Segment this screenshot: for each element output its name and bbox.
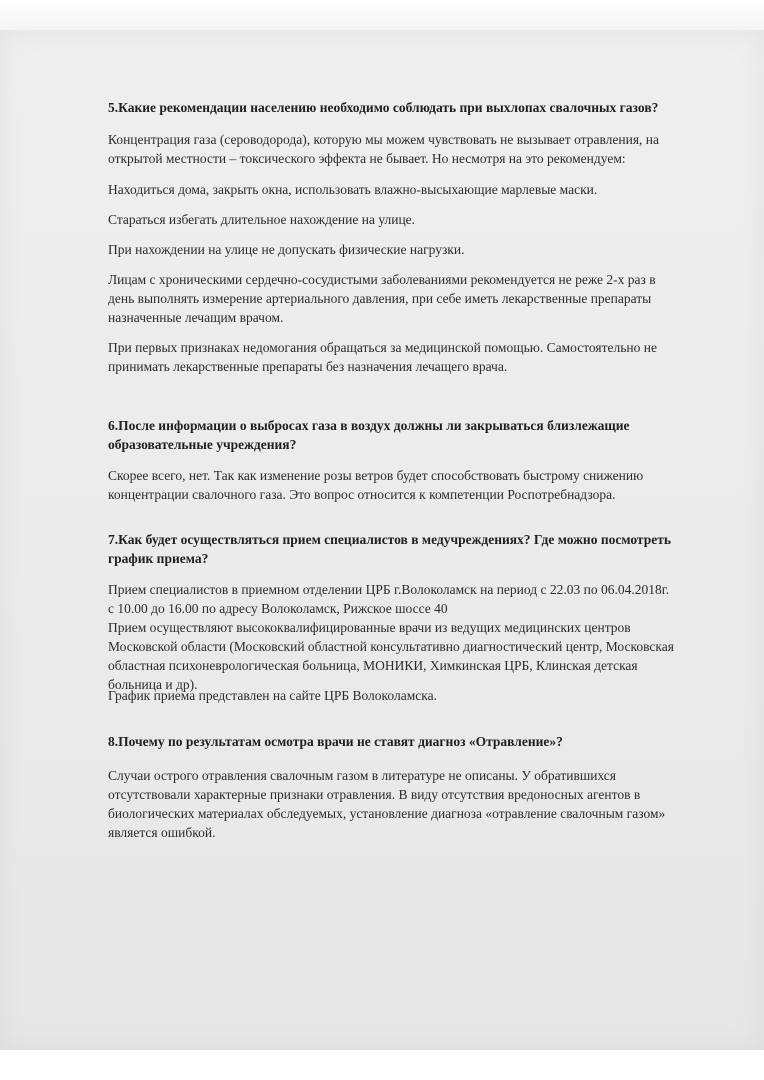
section7-p1-line2: с 10.00 до 16.00 по адресу Волоколамск, Рижское шоссе 40: [108, 601, 448, 616]
section7-p2-line1: Прием осуществляют высококвалифицированные врачи из ведущих медицинских центров: [108, 620, 631, 635]
section5-para2: Находиться дома, закрыть окна, использовать влажно-высыхающие марлевые маски.: [108, 182, 598, 197]
section7-heading-line1: 7.Как будет осуществляться прием специалистов в медучреждениях? Где можно посмотреть: [108, 532, 671, 547]
section7-p2-line3: областная психоневрологическая больница, МОНИКИ, Химкинская ЦРБ, Клинская детская: [108, 658, 638, 673]
section5-heading: 5.Какие рекомендации населению необходимо соблюдать при выхлопах свалочных газов?: [108, 100, 659, 115]
section5-para6-line2: принимать лекарственные препараты без назначения лечащего врача.: [108, 359, 508, 374]
section6-heading-line2: образовательные учреждения?: [108, 437, 297, 452]
section5-para6-line1: При первых признаках недомогания обращаться за медицинской помощью. Самостоятельно не: [108, 340, 657, 355]
section5-para4: При нахождении на улице не допускать физические нагрузки.: [108, 242, 465, 257]
section8-para-line4: является ошибкой.: [108, 825, 216, 840]
section5-para1-line1: Концентрация газа (сероводорода), которую мы можем чувствовать не вызывает отравления, на: [108, 132, 659, 147]
section7-p2-line2: Московской области (Московский областной консультативно диагностический центр, Московская: [108, 639, 674, 654]
section5-para1-line2: открытой местности – токсического эффекта не бывает. Но несмотря на это рекомендуем:: [108, 151, 626, 166]
section5-para5-line1: Лицам с хроническими сердечно-сосудистыми заболеваниями рекомендуется не реже 2-х раз в: [108, 272, 656, 287]
section8-para-line3: биологических материалах обследуемых, установление диагноза «отравление свалочным газом»: [108, 806, 666, 821]
section5-para5-line2: день выполнять измерение артериального давления, при себе иметь лекарственные препараты: [108, 291, 652, 306]
bottom-margin: [0, 1050, 764, 1080]
section7-p3: График приема представлен на сайте ЦРБ Волоколамска.: [108, 688, 437, 703]
section6-para-line2: концентрации свалочного газа. Это вопрос относится к компетенции Роспотребнадзора.: [108, 487, 616, 502]
section6-para-line1: Скорее всего, нет. Так как изменение розы ветров будет способствовать быстрому снижению: [108, 468, 644, 483]
section7-p2-line4: больница и др).: [108, 677, 198, 692]
section7-p1-line1: Прием специалистов в приемном отделении ЦРБ г.Волоколамск на период с 22.03 по 06.04.2018г.: [108, 582, 670, 597]
section6-heading-line1: 6.После информации о выбросах газа в воздух должны ли закрываться близлежащие: [108, 418, 630, 433]
section7-heading-line2: график приема?: [108, 551, 209, 566]
section8-para-line1: Случаи острого отравления свалочным газом в литературе не описаны. У обратившихся: [108, 768, 617, 783]
top-margin: [0, 0, 764, 30]
section8-para-line2: отсутствовали характерные признаки отравления. В виду отсутствия вредоносных агентов в: [108, 787, 641, 802]
section5-para5-line3: назначенные лечащим врачом.: [108, 310, 284, 325]
section5-para3: Стараться избегать длительное нахождение на улице.: [108, 212, 416, 227]
section8-heading: 8.Почему по результатам осмотра врачи не ставят диагноз «Отравление»?: [108, 734, 563, 749]
